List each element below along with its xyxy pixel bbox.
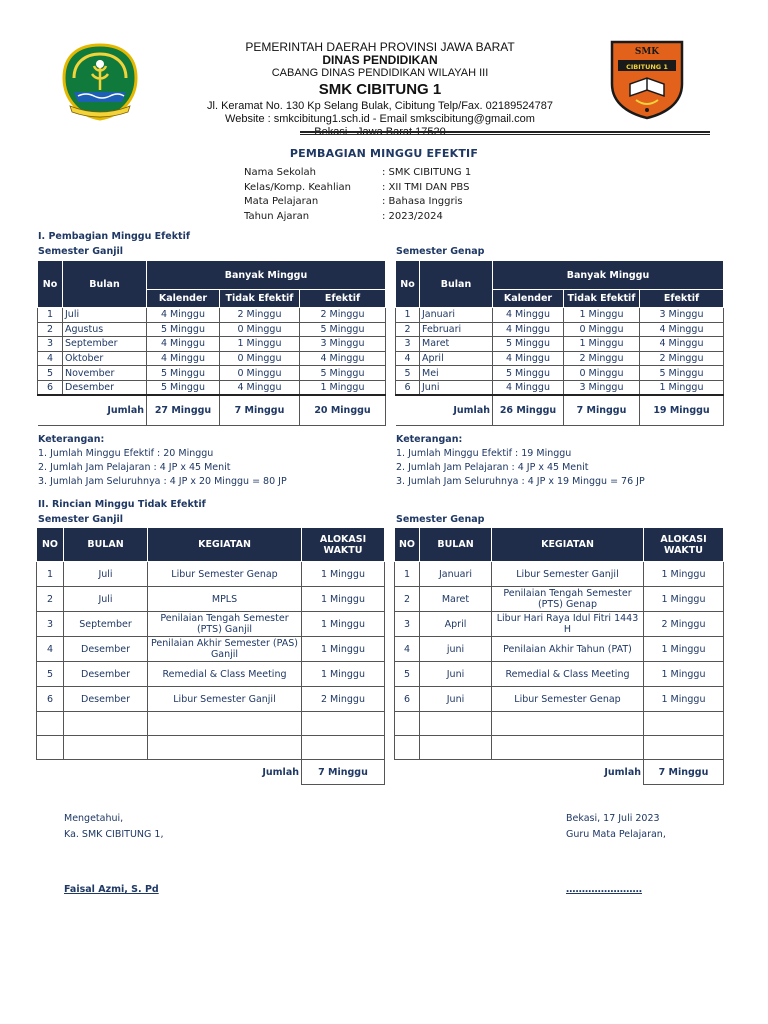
cell-no: 6 [396,380,420,395]
cell-bulan: Juli [63,308,147,323]
header-no: NO [37,528,64,562]
header-bulan: BULAN [64,528,148,562]
header-kegiatan: KEGIATAN [492,528,644,562]
table-row [395,662,724,687]
table-row [395,637,724,662]
cell-bulan: Desember [64,637,148,662]
letterhead-rule-thin [300,134,710,135]
cell-alokasi: 1 Minggu [302,637,385,662]
cell-kegiatan: Libur Hari Raya Idul Fitri 1443 H [492,612,644,637]
cell-tidak: 0 Minggu [220,351,300,366]
cell-bulan: Maret [420,587,492,612]
cell-kegiatan: Libur Semester Genap [148,562,302,587]
cell-kalender: 5 Minggu [493,366,564,381]
ganjil-label: Semester Ganjil [38,246,123,257]
table-row [396,366,724,381]
cell-efektif: 4 Minggu [640,337,724,352]
cell-bulan: Mei [420,366,493,381]
emblem-text-top: SMK [634,47,660,57]
cell-kegiatan: Libur Semester Ganjil [492,562,644,587]
cell-kegiatan: Penilaian Akhir Tahun (PAT) [492,637,644,662]
identity-label: Tahun Ajaran [244,210,310,222]
non-effective-table-ganjil [36,527,385,785]
letterhead-rule [300,131,710,133]
header-bulan: Bulan [420,261,493,308]
section1-title: I. Pembagian Minggu Efektif [38,231,190,242]
cell-kalender: 5 Minggu [147,366,220,381]
header-no: NO [395,528,420,562]
table-row [396,337,724,352]
cell-kalender: 5 Minggu [147,380,220,395]
cell-tidak: 1 Minggu [220,337,300,352]
total-kalender: 26 Minggu [493,395,564,425]
total-label: Jumlah [395,760,644,785]
effective-weeks-table-ganjil [37,260,386,426]
cell-bulan: September [64,612,148,637]
total-efektif: 19 Minggu [640,395,724,425]
cell-bulan: Juni [420,380,493,395]
table-row [37,662,385,687]
cell-no: 1 [37,562,64,587]
cell-no: 3 [396,337,420,352]
cell-bulan: November [63,366,147,381]
cell-bulan: Agustus [63,322,147,337]
cell-alokasi: 1 Minggu [302,562,385,587]
letterhead-branch: CABANG DINAS PENDIDIKAN WILAYAH III [271,67,489,79]
signature-left-name: Faisal Azmi, S. Pd [64,884,159,895]
total-tidak: 7 Minggu [564,395,640,425]
cell-kegiatan: Penilaian Tengah Semester (PTS) Ganjil [148,612,302,637]
cell-kalender: 5 Minggu [147,322,220,337]
cell-kegiatan: Remedial & Class Meeting [492,662,644,687]
table-row [37,562,385,587]
identity-value: : 2023/2024 [382,210,443,222]
header-alokasi-waktu: ALOKASI WAKTU [644,528,724,562]
cell-kegiatan: Penilaian Akhir Semester (PAS) Ganjil [148,637,302,662]
identity-label: Nama Sekolah [244,167,316,178]
table-row [38,366,386,381]
note-line: 2. Jumlah Jam Pelajaran : 4 JP x 45 Menit [396,462,589,473]
letterhead-school: SMK CIBITUNG 1 [318,81,442,98]
cell-no: 2 [396,322,420,337]
cell-tidak: 4 Minggu [220,380,300,395]
non-effective-table-genap [394,527,724,785]
header-kalender: Kalender [147,290,220,308]
cell-no: 6 [38,380,63,395]
cell-no: 2 [395,587,420,612]
cell-no: 4 [38,351,63,366]
header-bulan: BULAN [420,528,492,562]
table-row [396,322,724,337]
cell-kalender: 5 Minggu [493,337,564,352]
letterhead [150,41,610,139]
cell-efektif: 1 Minggu [300,380,386,395]
total-label: Jumlah [37,760,302,785]
cell-bulan: Januari [420,308,493,323]
cell-kegiatan: MPLS [148,587,302,612]
identity-row [244,166,471,181]
cell-tidak: 0 Minggu [564,322,640,337]
cell-kegiatan: Penilaian Tengah Semester (PTS) Genap [492,587,644,612]
table-row [395,687,724,712]
cell-no: 1 [396,308,420,323]
total-kalender: 27 Minggu [147,395,220,425]
cell-tidak: 2 Minggu [220,308,300,323]
cell-no: 3 [38,337,63,352]
identity-row [244,181,471,196]
cell-tidak: 0 Minggu [220,366,300,381]
cell-bulan: Januari [420,562,492,587]
header-alokasi-waktu: ALOKASI WAKTU [302,528,385,562]
cell-kalender: 4 Minggu [493,322,564,337]
cell-alokasi: 2 Minggu [644,612,724,637]
cell-no: 4 [37,637,64,662]
cell-bulan: April [420,612,492,637]
cell-bulan: Desember [63,380,147,395]
note-line: 3. Jumlah Jam Seluruhnya : 4 JP x 19 Minggu = 76 JP [396,476,645,487]
cell-tidak: 3 Minggu [564,380,640,395]
cell-efektif: 1 Minggu [640,380,724,395]
identity-row [244,195,471,210]
header-tidak-efektif: Tidak Efektif [564,290,640,308]
header-banyak-minggu: Banyak Minggu [147,261,386,290]
table-row [396,380,724,395]
cell-alokasi: 1 Minggu [644,562,724,587]
cell-tidak: 1 Minggu [564,308,640,323]
cell-kegiatan: Libur Semester Ganjil [148,687,302,712]
letterhead-agency: DINAS PENDIDIKAN [322,53,438,67]
cell-efektif: 4 Minggu [640,322,724,337]
table-row [37,687,385,712]
cell-bulan: April [420,351,493,366]
identity-value: : Bahasa Inggris [382,196,463,207]
cell-tidak: 2 Minggu [564,351,640,366]
cell-alokasi: 1 Minggu [302,587,385,612]
cell-bulan: juni [420,637,492,662]
cell-no: 3 [37,612,64,637]
total-tidak: 7 Minggu [220,395,300,425]
jawa-barat-emblem-icon [60,42,140,122]
signature-right-name: …………………… [566,884,642,895]
cell-efektif: 5 Minggu [300,322,386,337]
note-line: 1. Jumlah Minggu Efektif : 20 Minggu [38,448,214,459]
emblem-text-band: CIBITUNG 1 [626,63,668,71]
notes-heading: Keterangan: [38,434,105,445]
identity-value: : SMK CIBITUNG 1 [382,167,472,178]
cell-kalender: 4 Minggu [493,380,564,395]
cell-bulan: Juli [64,562,148,587]
cell-no: 6 [37,687,64,712]
cell-kalender: 4 Minggu [147,308,220,323]
cell-efektif: 2 Minggu [300,308,386,323]
signature-left [64,811,163,843]
table-total-row [37,760,385,785]
total-label: Jumlah [38,395,147,425]
signature-right-line2: Guru Mata Pelajaran, [566,829,666,840]
header-kalender: Kalender [493,290,564,308]
table-total-row [396,395,724,425]
cell-bulan: Februari [420,322,493,337]
cell-bulan: Oktober [63,351,147,366]
header-no: No [396,261,420,308]
cell-no: 5 [37,662,64,687]
effective-weeks-table-genap [395,260,724,426]
cell-tidak: 0 Minggu [564,366,640,381]
table-row [38,308,386,323]
table-row [38,380,386,395]
cell-alokasi: 1 Minggu [644,587,724,612]
table-row [396,351,724,366]
table-row [395,612,724,637]
table-row [37,637,385,662]
notes-ganjil [38,433,287,489]
ganjil-label: Semester Ganjil [38,514,123,525]
notes-heading: Keterangan: [396,434,463,445]
header-kegiatan: KEGIATAN [148,528,302,562]
cell-kalender: 4 Minggu [493,351,564,366]
total-efektif: 20 Minggu [300,395,386,425]
cell-alokasi: 1 Minggu [644,637,724,662]
table-total-row [395,760,724,785]
signature-left-line2: Ka. SMK CIBITUNG 1, [64,829,164,840]
cell-no: 5 [395,662,420,687]
cell-alokasi: 1 Minggu [302,662,385,687]
cell-no: 2 [37,587,64,612]
cell-kalender: 4 Minggu [147,337,220,352]
cell-bulan: Juni [420,662,492,687]
cell-kegiatan: Remedial & Class Meeting [148,662,302,687]
header-no: No [38,261,63,308]
cell-bulan: September [63,337,147,352]
total-alokasi: 7 Minggu [302,760,385,785]
identity-value: : XII TMI DAN PBS [382,181,470,193]
genap-label: Semester Genap [396,246,485,257]
table-row [396,308,724,323]
cell-kalender: 4 Minggu [493,308,564,323]
note-line: 3. Jumlah Jam Seluruhnya : 4 JP x 20 Minggu = 80 JP [38,476,287,487]
table-total-row [38,395,386,425]
cell-tidak: 0 Minggu [220,322,300,337]
header-efektif: Efektif [300,290,386,308]
letterhead-address: Jl. Keramat No. 130 Kp Selang Bulak, Cibitung Telp/Fax. 02189524787 [207,100,553,112]
cell-efektif: 2 Minggu [640,351,724,366]
table-row [395,587,724,612]
notes-genap [396,433,645,489]
cell-kalender: 4 Minggu [147,351,220,366]
cell-efektif: 5 Minggu [640,366,724,381]
cell-efektif: 3 Minggu [640,308,724,323]
header-tidak-efektif: Tidak Efektif [220,290,300,308]
cell-bulan: Maret [420,337,493,352]
table-empty-row [395,712,724,736]
section2-title: II. Rincian Minggu Tidak Efektif [38,499,206,510]
signature-right-line1: Bekasi, 17 Juli 2023 [566,813,660,824]
cell-efektif: 3 Minggu [300,337,386,352]
cell-no: 1 [395,562,420,587]
cell-no: 4 [396,351,420,366]
letterhead-website: Website : smkcibitung1.sch.id - Email smkscibitung@gmail.com [225,113,535,125]
table-empty-row [395,736,724,760]
cell-kegiatan: Libur Semester Genap [492,687,644,712]
signature-left-line1: Mengetahui, [64,813,124,824]
cell-no: 5 [38,366,63,381]
cell-alokasi: 1 Minggu [644,687,724,712]
table-row [395,562,724,587]
cell-no: 2 [38,322,63,337]
cell-no: 3 [395,612,420,637]
cell-bulan: Juli [64,587,148,612]
note-line: 1. Jumlah Minggu Efektif : 19 Minggu [396,448,572,459]
cell-no: 1 [38,308,63,323]
table-row [38,351,386,366]
cell-alokasi: 1 Minggu [644,662,724,687]
cell-bulan: Desember [64,662,148,687]
signature-right [566,811,666,843]
table-row [37,587,385,612]
letterhead-government: PEMERINTAH DAERAH PROVINSI JAWA BARAT [245,40,515,54]
identity-label: Mata Pelajaran [244,196,319,207]
cell-tidak: 1 Minggu [564,337,640,352]
cell-no: 4 [395,637,420,662]
identity-label: Kelas/Komp. Keahlian [244,181,352,193]
cell-no: 5 [396,366,420,381]
cell-alokasi: 2 Minggu [302,687,385,712]
table-empty-row [37,712,385,736]
identity-block [244,166,471,224]
header-efektif: Efektif [640,290,724,308]
identity-row [244,210,471,225]
smk-cibitung-emblem-icon [608,38,686,120]
cell-efektif: 4 Minggu [300,351,386,366]
genap-label: Semester Genap [396,514,485,525]
table-row [37,612,385,637]
cell-alokasi: 1 Minggu [302,612,385,637]
cell-no: 6 [395,687,420,712]
signature-left-name-wrap [64,884,159,895]
header-bulan: Bulan [63,261,147,308]
table-row [38,322,386,337]
table-empty-row [37,736,385,760]
header-banyak-minggu: Banyak Minggu [493,261,724,290]
signature-right-name-wrap [566,884,642,895]
total-label: Jumlah [396,395,493,425]
document-title: PEMBAGIAN MINGGU EFEKTIF [289,147,479,160]
cell-bulan: Desember [64,687,148,712]
note-line: 2. Jumlah Jam Pelajaran : 4 JP x 45 Menit [38,462,231,473]
cell-efektif: 5 Minggu [300,366,386,381]
total-alokasi: 7 Minggu [644,760,724,785]
cell-bulan: Juni [420,687,492,712]
table-row [38,337,386,352]
